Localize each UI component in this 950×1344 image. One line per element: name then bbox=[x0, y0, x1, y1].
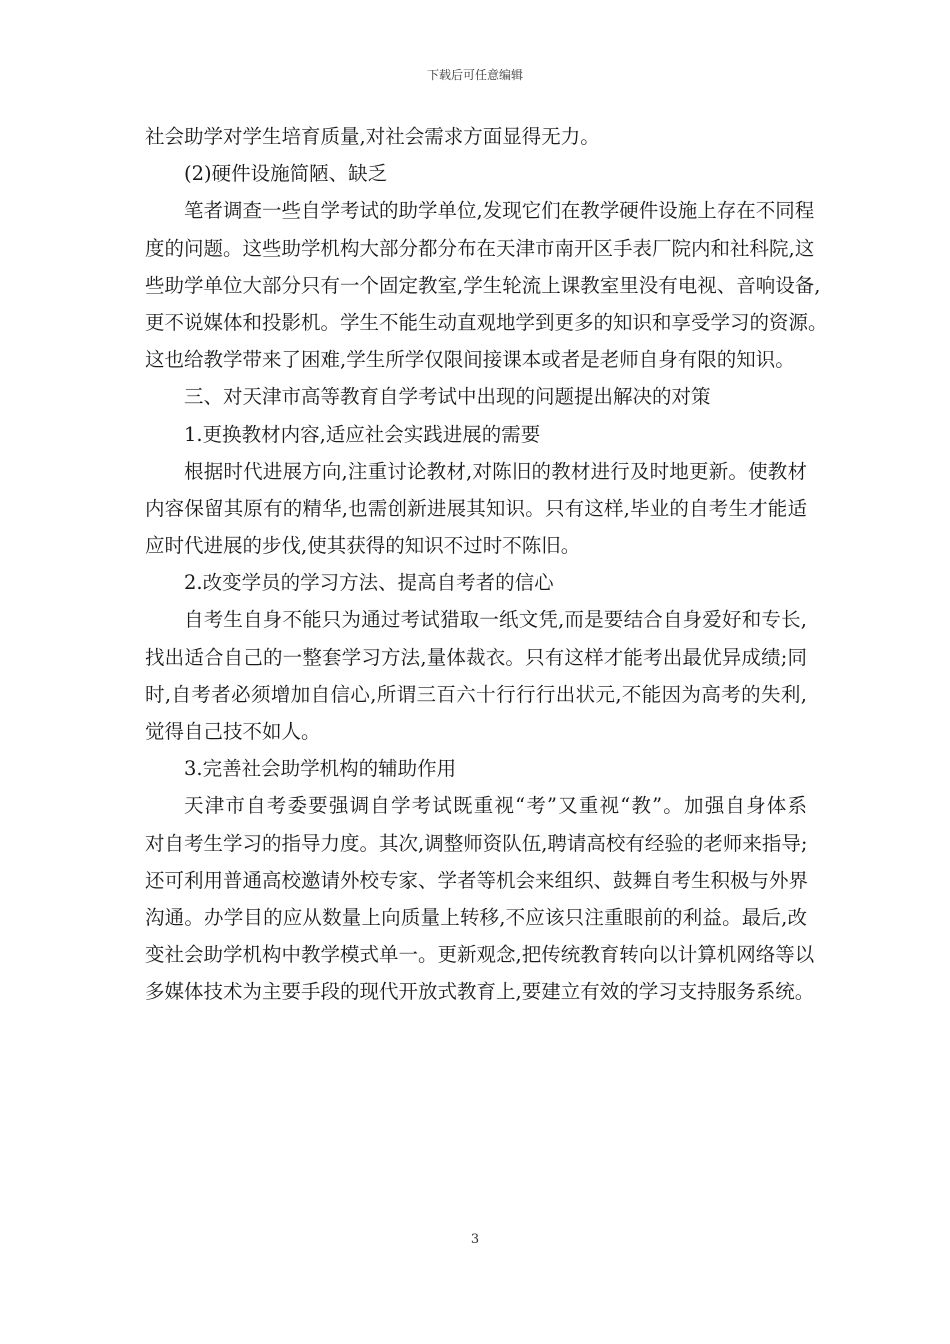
text-line: 时,自考者必须增加自信心,所谓三百六十行行行出状元,不能因为高考的失利, bbox=[145, 682, 807, 706]
text-line: 1.更换教材内容,适应社会实践进展的需要 bbox=[184, 422, 541, 446]
text-line: 3.完善社会助学机构的辅助作用 bbox=[184, 757, 457, 781]
text-line: 对自考生学习的指导力度。其次,调整师资队伍,聘请高校有经验的老师来指导; bbox=[145, 831, 808, 855]
document-body bbox=[145, 118, 828, 1011]
text-line: 根据时代进展方向,注重讨论教材,对陈旧的教材进行及时地更新。使教材 bbox=[184, 459, 807, 483]
page-number: 3 bbox=[470, 1232, 480, 1247]
text-line: 度的问题。这些助学机构大部分都分布在天津市南开区手表厂院内和社科院,这 bbox=[145, 236, 815, 260]
text-line: (2)硬件设施简陋、缺乏 bbox=[184, 162, 388, 186]
text-line: 沟通。办学目的应从数量上向质量上转移,不应该只注重眼前的利益。最后,改 bbox=[145, 905, 807, 929]
text-line: 觉得自己技不如人。 bbox=[145, 720, 321, 743]
text-line: 天津市自考委要强调自学考试既重视“考”又重视“教”。加强自身体系 bbox=[184, 794, 807, 818]
text-line: 更不说媒体和投影机。学生不能生动直观地学到更多的知识和享受学习的资源。 bbox=[145, 310, 828, 334]
text-line: 2.改变学员的学习方法、提高自考者的信心 bbox=[184, 571, 554, 595]
text-line: 社会助学对学生培育质量,对社会需求方面显得无力。 bbox=[145, 125, 600, 148]
text-line: 内容保留其原有的精华,也需创新进展其知识。只有这样,毕业的自考生才能适 bbox=[145, 496, 807, 520]
text-line: 些助学单位大部分只有一个固定教室,学生轮流上课教室里没有电视、音响设备, bbox=[145, 273, 821, 297]
text-line: 笔者调查一些自学考试的助学单位,发现它们在教学硬件设施上存在不同程 bbox=[184, 199, 815, 223]
text-line: 三、对天津市高等教育自学考试中出现的问题提出解决的对策 bbox=[184, 385, 711, 409]
text-line: 应时代进展的步伐,使其获得的知识不过时不陈旧。 bbox=[145, 534, 581, 558]
text-line: 变社会助学机构中教学模式单一。更新观念,把传统教育转向以计算机网络等以 bbox=[145, 943, 815, 967]
text-line: 还可利用普通高校邀请外校专家、学者等机会来组织、鼓舞自考生积极与外界 bbox=[145, 868, 809, 892]
text-line: 自考生自身不能只为通过考试猎取一纸文凭,而是要结合自身爱好和专长, bbox=[184, 608, 807, 632]
text-line: 多媒体技术为主要手段的现代开放式教育上,要建立有效的学习支持服务系统。 bbox=[145, 980, 815, 1004]
page-header: 下载后可任意编辑 bbox=[426, 68, 523, 82]
text-line: 找出适合自己的一整套学习方法,量体裁衣。只有这样才能考出最优异成绩;同 bbox=[145, 645, 807, 669]
text-line: 这也给教学带来了困难,学生所学仅限间接课本或者是老师自身有限的知识。 bbox=[145, 348, 795, 372]
